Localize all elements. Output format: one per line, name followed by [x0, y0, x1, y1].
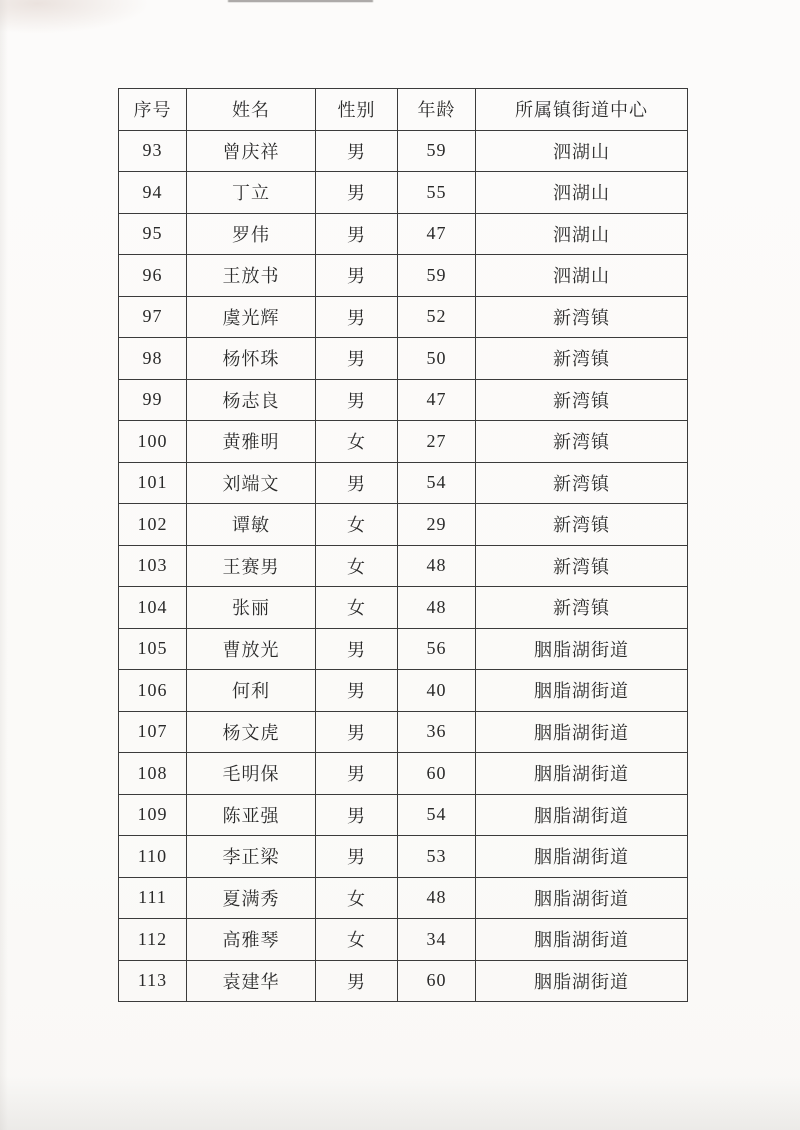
cell-gender: 男 — [316, 670, 398, 712]
roster-table — [118, 88, 688, 1002]
cell-no: 101 — [119, 462, 187, 504]
cell-age: 52 — [398, 296, 476, 338]
cell-no: 102 — [119, 504, 187, 546]
cell-age: 56 — [398, 628, 476, 670]
cell-center: 泗湖山 — [476, 213, 688, 255]
cell-age: 29 — [398, 504, 476, 546]
cell-name: 丁立 — [187, 172, 316, 214]
cell-center: 胭脂湖街道 — [476, 919, 688, 961]
cell-name: 曾庆祥 — [187, 130, 316, 172]
cell-name: 虞光辉 — [187, 296, 316, 338]
table-row — [119, 338, 688, 380]
cell-name: 谭敏 — [187, 504, 316, 546]
cell-name: 毛明保 — [187, 753, 316, 795]
cell-gender: 男 — [316, 172, 398, 214]
scan-edge-line-top — [228, 0, 373, 2]
table-row — [119, 836, 688, 878]
table-row — [119, 213, 688, 255]
cell-name: 刘端文 — [187, 462, 316, 504]
cell-no: 96 — [119, 255, 187, 297]
cell-age: 55 — [398, 172, 476, 214]
cell-center: 新湾镇 — [476, 421, 688, 463]
cell-age: 47 — [398, 213, 476, 255]
cell-center: 新湾镇 — [476, 545, 688, 587]
cell-name: 杨志良 — [187, 379, 316, 421]
cell-name: 陈亚强 — [187, 794, 316, 836]
cell-no: 94 — [119, 172, 187, 214]
header-cell-name: 姓名 — [187, 89, 316, 131]
cell-center: 胭脂湖街道 — [476, 753, 688, 795]
cell-gender: 女 — [316, 504, 398, 546]
cell-age: 60 — [398, 960, 476, 1002]
table-row — [119, 919, 688, 961]
header-cell-age: 年龄 — [398, 89, 476, 131]
cell-age: 40 — [398, 670, 476, 712]
cell-gender: 男 — [316, 130, 398, 172]
cell-no: 113 — [119, 960, 187, 1002]
cell-center: 泗湖山 — [476, 130, 688, 172]
cell-name: 王赛男 — [187, 545, 316, 587]
cell-gender: 男 — [316, 753, 398, 795]
cell-name: 黄雅明 — [187, 421, 316, 463]
cell-name: 王放书 — [187, 255, 316, 297]
cell-center: 胭脂湖街道 — [476, 877, 688, 919]
table-row — [119, 421, 688, 463]
cell-age: 50 — [398, 338, 476, 380]
cell-name: 杨怀珠 — [187, 338, 316, 380]
cell-name: 高雅琴 — [187, 919, 316, 961]
cell-gender: 男 — [316, 379, 398, 421]
cell-name: 李正梁 — [187, 836, 316, 878]
cell-age: 53 — [398, 836, 476, 878]
cell-center: 胭脂湖街道 — [476, 628, 688, 670]
scan-haze-bottom — [0, 1075, 800, 1130]
cell-center: 胭脂湖街道 — [476, 960, 688, 1002]
cell-center: 泗湖山 — [476, 172, 688, 214]
table-row — [119, 670, 688, 712]
cell-center: 新湾镇 — [476, 504, 688, 546]
cell-center: 胭脂湖街道 — [476, 836, 688, 878]
cell-center: 胭脂湖街道 — [476, 670, 688, 712]
cell-center: 新湾镇 — [476, 296, 688, 338]
cell-gender: 男 — [316, 255, 398, 297]
cell-age: 34 — [398, 919, 476, 961]
table-row — [119, 296, 688, 338]
cell-no: 112 — [119, 919, 187, 961]
table-row — [119, 255, 688, 297]
table-row — [119, 379, 688, 421]
cell-no: 107 — [119, 711, 187, 753]
table-row — [119, 628, 688, 670]
cell-no: 108 — [119, 753, 187, 795]
table-row — [119, 711, 688, 753]
cell-no: 100 — [119, 421, 187, 463]
cell-age: 36 — [398, 711, 476, 753]
cell-no: 105 — [119, 628, 187, 670]
cell-name: 杨文虎 — [187, 711, 316, 753]
cell-center: 胭脂湖街道 — [476, 711, 688, 753]
cell-name: 罗伟 — [187, 213, 316, 255]
cell-gender: 男 — [316, 628, 398, 670]
cell-no: 93 — [119, 130, 187, 172]
table-row — [119, 877, 688, 919]
cell-gender: 男 — [316, 711, 398, 753]
header-cell-gender: 性别 — [316, 89, 398, 131]
table-row — [119, 172, 688, 214]
cell-gender: 女 — [316, 587, 398, 629]
table-row — [119, 753, 688, 795]
header-cell-no: 序号 — [119, 89, 187, 131]
cell-no: 99 — [119, 379, 187, 421]
cell-age: 48 — [398, 545, 476, 587]
cell-center: 胭脂湖街道 — [476, 794, 688, 836]
table-header-row — [119, 89, 688, 131]
scan-shadow-left-edge — [0, 0, 8, 1130]
cell-gender: 男 — [316, 213, 398, 255]
table-row — [119, 587, 688, 629]
cell-no: 97 — [119, 296, 187, 338]
cell-no: 95 — [119, 213, 187, 255]
cell-age: 59 — [398, 255, 476, 297]
cell-age: 59 — [398, 130, 476, 172]
cell-age: 54 — [398, 794, 476, 836]
cell-no: 110 — [119, 836, 187, 878]
table-row — [119, 545, 688, 587]
cell-center: 泗湖山 — [476, 255, 688, 297]
cell-gender: 男 — [316, 462, 398, 504]
cell-gender: 男 — [316, 960, 398, 1002]
scan-smudge-top-left — [0, 0, 150, 34]
cell-name: 袁建华 — [187, 960, 316, 1002]
cell-name: 张丽 — [187, 587, 316, 629]
table-row — [119, 794, 688, 836]
table-row — [119, 130, 688, 172]
cell-age: 47 — [398, 379, 476, 421]
cell-age: 54 — [398, 462, 476, 504]
cell-gender: 男 — [316, 296, 398, 338]
cell-no: 111 — [119, 877, 187, 919]
table-row — [119, 960, 688, 1002]
cell-age: 27 — [398, 421, 476, 463]
cell-name: 夏满秀 — [187, 877, 316, 919]
cell-gender: 男 — [316, 338, 398, 380]
cell-center: 新湾镇 — [476, 379, 688, 421]
cell-gender: 女 — [316, 919, 398, 961]
cell-age: 48 — [398, 587, 476, 629]
cell-center: 新湾镇 — [476, 462, 688, 504]
table-row — [119, 462, 688, 504]
cell-age: 48 — [398, 877, 476, 919]
cell-name: 曹放光 — [187, 628, 316, 670]
cell-age: 60 — [398, 753, 476, 795]
cell-gender: 女 — [316, 877, 398, 919]
header-cell-center: 所属镇街道中心 — [476, 89, 688, 131]
cell-gender: 女 — [316, 545, 398, 587]
table-row — [119, 504, 688, 546]
cell-no: 109 — [119, 794, 187, 836]
cell-gender: 女 — [316, 421, 398, 463]
cell-gender: 男 — [316, 836, 398, 878]
cell-no: 98 — [119, 338, 187, 380]
cell-center: 新湾镇 — [476, 587, 688, 629]
cell-name: 何利 — [187, 670, 316, 712]
cell-center: 新湾镇 — [476, 338, 688, 380]
cell-no: 104 — [119, 587, 187, 629]
cell-no: 106 — [119, 670, 187, 712]
cell-gender: 男 — [316, 794, 398, 836]
cell-no: 103 — [119, 545, 187, 587]
